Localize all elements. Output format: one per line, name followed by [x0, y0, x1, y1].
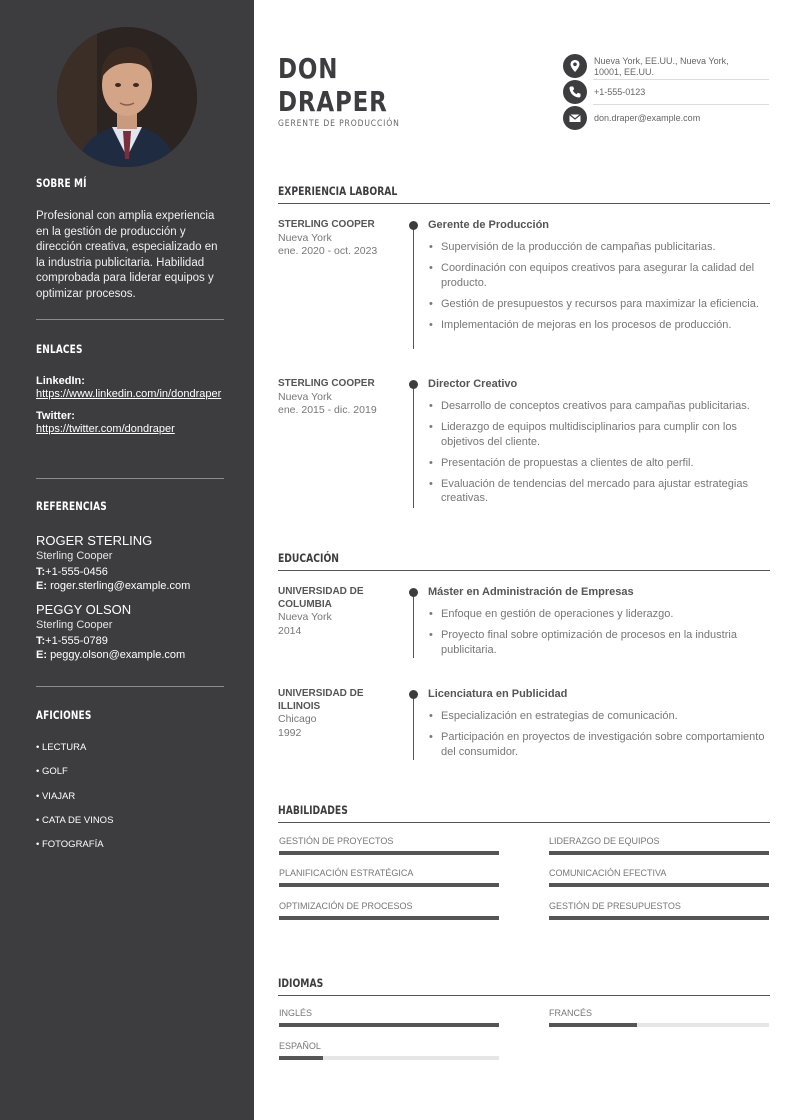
references-heading: REFERENCIAS	[36, 499, 107, 513]
profile-photo	[57, 27, 197, 167]
education-meta	[278, 688, 398, 740]
divider	[593, 104, 769, 105]
position-title: Gerente de Producción	[428, 219, 550, 231]
hobby-item: • FOTOGRAFÍA	[36, 839, 104, 851]
skill-bar	[279, 916, 499, 920]
language-name: ESPAÑOL	[279, 1041, 321, 1051]
language-bar-fill	[279, 1023, 499, 1027]
section-rule	[278, 570, 770, 571]
language-bar	[279, 1056, 499, 1060]
skill-bar	[549, 851, 769, 855]
divider	[36, 319, 224, 320]
references-section	[36, 499, 224, 661]
degree-title: Licenciatura en Publicidad	[428, 688, 568, 700]
responsibility-item: • Liderazgo de equipos multidisciplinarios para cumplir con los objetivos del cliente.	[428, 420, 770, 449]
timeline-line	[413, 225, 414, 349]
language-name: FRANCÉS	[549, 1008, 593, 1018]
education-detail	[428, 586, 770, 664]
skill-bar-fill	[549, 851, 769, 855]
skill-bar	[279, 851, 499, 855]
timeline-dot	[409, 221, 418, 230]
links-heading: ENLACES	[36, 342, 83, 356]
sidebar	[0, 0, 254, 1120]
skill-bar	[549, 916, 769, 920]
email-icon	[563, 106, 587, 130]
education-item: • Enfoque en gestión de operaciones y liderazgo.	[428, 607, 770, 622]
school-name: UNIVERSIDAD DE ILLINOIS	[278, 688, 364, 712]
skill-item	[279, 836, 499, 846]
language-item	[279, 1041, 499, 1051]
languages-heading: IDIOMAS	[278, 976, 324, 990]
experience-meta	[278, 378, 398, 418]
education-list	[428, 709, 770, 759]
timeline-dot	[409, 690, 418, 699]
experience-detail	[428, 378, 770, 512]
responsibility-list	[428, 240, 770, 332]
education-item: • Participación en proyectos de investigación sobre comportamiento del consumidor.	[428, 730, 770, 759]
reference-name: ROGER STERLING	[36, 533, 153, 548]
twitter-link[interactable]: https://twitter.com/dondraper	[36, 422, 175, 435]
link-label: Twitter:	[36, 409, 75, 422]
education-item: • Especialización en estrategias de comunicación.	[428, 709, 770, 724]
reference-company: Sterling Cooper	[36, 619, 113, 631]
employment-dates: ene. 2015 - dic. 2019	[278, 404, 377, 416]
divider	[36, 686, 224, 687]
degree-title: Máster en Administración de Empresas	[428, 586, 634, 598]
company-location: Nueva York	[278, 390, 332, 403]
reference-item	[36, 533, 224, 592]
company-name: STERLING COOPER	[278, 378, 375, 389]
candidate-name	[278, 52, 388, 118]
skill-name: COMUNICACIÓN EFECTIVA	[549, 868, 667, 878]
about-heading: SOBRE MÍ	[36, 176, 87, 190]
first-name: DON	[278, 52, 339, 85]
skill-bar-fill	[279, 883, 499, 887]
experience-meta	[278, 219, 398, 259]
timeline-dot	[409, 380, 418, 389]
timeline-line	[413, 694, 414, 760]
address-text: Nueva York, EE.UU., Nueva York, 10001, EE.UU.	[594, 56, 729, 77]
experience-heading: EXPERIENCIA LABORAL	[278, 184, 398, 198]
hobby-item: • CATA DE VINOS	[36, 814, 114, 826]
education-heading: EDUCACIÓN	[278, 551, 339, 565]
responsibility-item: • Presentación de propuestas a clientes de alto perfil.	[428, 456, 770, 471]
skill-bar	[549, 883, 769, 887]
company-location: Nueva York	[278, 231, 332, 244]
skill-item	[279, 901, 499, 911]
reference-name: PEGGY OLSON	[36, 602, 132, 617]
skill-name: LIDERAZGO DE EQUIPOS	[549, 836, 660, 846]
education-detail	[428, 688, 770, 766]
phone-text: +1-555-0123	[594, 87, 646, 97]
skill-name: OPTIMIZACIÓN DE PROCESOS	[279, 901, 413, 911]
responsibility-item: • Coordinación con equipos creativos para asegurar la calidad del producto.	[428, 261, 770, 290]
language-bar	[549, 1023, 769, 1027]
skills-heading: HABILIDADES	[278, 803, 348, 817]
reference-company: Sterling Cooper	[36, 550, 113, 562]
skill-name: GESTIÓN DE PRESUPUESTOS	[549, 901, 681, 911]
link-label: LinkedIn:	[36, 375, 85, 387]
school-location: Nueva York	[278, 611, 332, 623]
reference-email[interactable]: E: peggy.olson@example.com	[36, 649, 186, 661]
education-list	[428, 607, 770, 657]
experience-detail	[428, 219, 770, 339]
skill-item	[549, 868, 769, 878]
language-bar-fill	[549, 1023, 637, 1027]
skill-bar-fill	[549, 883, 769, 887]
hobbies-section	[36, 708, 224, 863]
school-name: UNIVERSIDAD DE COLUMBIA	[278, 586, 364, 610]
last-name: DRAPER	[278, 85, 388, 118]
position-title: Director Creativo	[428, 378, 518, 390]
hobby-item: • LECTURA	[36, 742, 87, 753]
hobbies-heading: AFICIONES	[36, 708, 92, 722]
language-item	[549, 1008, 769, 1018]
graduation-year: 2014	[278, 624, 302, 637]
hobby-list	[36, 742, 224, 863]
divider	[36, 478, 224, 479]
company-name: STERLING COOPER	[278, 219, 375, 230]
skill-bar-fill	[279, 916, 499, 920]
language-name: INGLÉS	[279, 1008, 313, 1018]
hobby-item: • VIAJAR	[36, 790, 76, 802]
job-title: GERENTE DE PRODUCCIÓN	[278, 119, 400, 129]
skill-bar-fill	[279, 851, 499, 855]
portrait-image	[57, 27, 197, 167]
reference-email[interactable]: E: roger.sterling@example.com	[36, 580, 191, 592]
school-location: Chicago	[278, 713, 317, 725]
education-item: • Proyecto final sobre optimización de procesos en la industria publicitaria.	[428, 628, 770, 657]
skill-bar-fill	[549, 916, 769, 920]
language-bar	[279, 1023, 499, 1027]
timeline-line	[413, 384, 414, 508]
section-rule	[278, 995, 770, 996]
link-linkedin	[36, 375, 224, 402]
timeline-dot	[409, 588, 418, 597]
responsibility-item: • Gestión de presupuestos y recursos para maximizar la eficiencia.	[428, 297, 770, 312]
links-section	[36, 342, 224, 436]
timeline-line	[413, 592, 414, 658]
about-text: Profesional con amplia experiencia en la gestión de producción y dirección creativa, especializado en la industria publicitaria. Habilidad comprobada para liderar equipos y optimizar procesos.	[36, 210, 218, 300]
email-text[interactable]: don.draper@example.com	[594, 113, 701, 123]
hobby-item: • GOLF	[36, 766, 68, 778]
responsibility-item: • Desarrollo de conceptos creativos para campañas publicitarias.	[428, 399, 770, 414]
education-meta	[278, 586, 398, 638]
section-rule	[278, 203, 770, 204]
about-section	[36, 176, 224, 303]
skill-item	[549, 836, 769, 846]
skill-item	[549, 901, 769, 911]
divider	[593, 79, 769, 80]
section-rule	[278, 822, 770, 823]
linkedin-link[interactable]: https://www.linkedin.com/in/dondraper	[36, 388, 222, 400]
skill-item	[279, 868, 499, 878]
responsibility-item: • Evaluación de tendencias del mercado para ajustar estrategias creativas.	[428, 477, 770, 506]
language-bar-fill	[279, 1056, 323, 1060]
link-twitter	[36, 410, 224, 437]
graduation-year: 1992	[278, 726, 302, 739]
responsibility-item: • Supervisión de la producción de campañas publicitarias.	[428, 240, 770, 255]
reference-phone: T:+1-555-0789	[36, 635, 108, 647]
employment-dates: ene. 2020 - oct. 2023	[278, 245, 378, 257]
location-icon	[563, 54, 587, 78]
phone-icon	[563, 80, 587, 104]
responsibility-list	[428, 399, 770, 506]
reference-item	[36, 602, 224, 661]
skill-name: PLANIFICACIÓN ESTRATÉGICA	[279, 868, 414, 878]
language-item	[279, 1008, 499, 1018]
skill-bar	[279, 883, 499, 887]
responsibility-item: • Implementación de mejoras en los procesos de producción.	[428, 318, 770, 333]
reference-phone: T:+1-555-0456	[36, 566, 108, 578]
skill-name: GESTIÓN DE PROYECTOS	[279, 836, 394, 846]
